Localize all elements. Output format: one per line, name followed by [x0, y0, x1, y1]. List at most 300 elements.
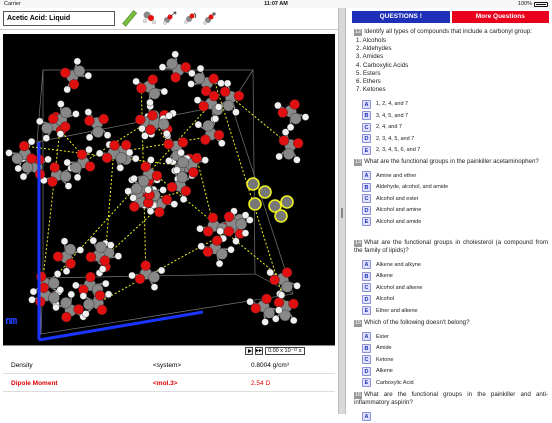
atom — [49, 292, 60, 303]
question-number: 14 — [354, 240, 362, 247]
choice-text: Carboxylic Acid — [376, 380, 414, 386]
answer-choice[interactable] — [354, 282, 548, 294]
atom — [85, 109, 92, 116]
atom — [61, 312, 71, 322]
atom — [251, 303, 261, 313]
choice-letter-button[interactable]: B — [362, 272, 371, 281]
atom — [160, 186, 167, 193]
atom — [199, 101, 209, 111]
question-14 — [354, 239, 548, 317]
atom — [290, 99, 300, 109]
atom — [121, 140, 131, 150]
atom — [105, 291, 112, 298]
question-number: 12 — [354, 29, 362, 36]
atom — [57, 130, 64, 137]
atom — [162, 195, 172, 205]
choice-letter-button[interactable]: A — [362, 412, 371, 421]
atom — [104, 132, 111, 139]
questions-tabs — [352, 11, 549, 23]
choice-text: Alkene and alkyne — [376, 262, 421, 268]
atom — [85, 146, 92, 153]
choice-letter-button[interactable]: C — [362, 194, 371, 203]
property-row-density[interactable] — [3, 356, 335, 374]
atom — [110, 140, 120, 150]
property-value: 0.8004 g/cm³ — [251, 362, 289, 369]
question-list — [354, 37, 548, 94]
choice-letter-button[interactable]: A — [362, 260, 371, 269]
atom — [216, 260, 223, 267]
atom — [218, 140, 225, 147]
atom — [282, 129, 289, 136]
atom — [129, 272, 136, 279]
atom — [28, 138, 35, 145]
simulation-toolbar — [0, 8, 338, 30]
choice-letter-button[interactable]: D — [362, 367, 371, 376]
question-number: 15 — [354, 320, 362, 327]
atom — [180, 196, 187, 203]
answer-choice[interactable] — [354, 305, 548, 317]
atom — [163, 130, 170, 137]
selected-atom — [259, 186, 271, 198]
property-row-dipole[interactable] — [3, 374, 335, 392]
atom — [36, 118, 43, 125]
atom — [172, 51, 179, 58]
atom — [217, 249, 228, 260]
atom — [165, 157, 172, 164]
atom — [86, 134, 93, 141]
answer-choices — [354, 170, 548, 228]
property-scope: <mol.3> — [153, 380, 178, 387]
answer-choice[interactable] — [354, 216, 548, 228]
question-text: What are the functional groups in the painkiller acetaminophen? — [364, 158, 539, 165]
atom — [41, 123, 52, 134]
answer-choice[interactable] — [354, 294, 548, 306]
atom — [130, 194, 137, 201]
atom — [203, 227, 213, 237]
atom — [117, 164, 124, 171]
choice-letter-button[interactable]: A — [362, 332, 371, 341]
atom — [74, 304, 84, 314]
atom — [181, 62, 191, 72]
atom — [66, 259, 76, 269]
atom — [209, 91, 219, 101]
choice-text: 3, 4, 5, and 7 — [376, 113, 408, 119]
list-item: 4. Carboxylic Acids — [354, 62, 548, 70]
atom — [196, 225, 203, 232]
choice-letter-button[interactable]: D — [362, 295, 371, 304]
choice-letter-button[interactable]: C — [362, 123, 371, 132]
molecule-plus-icon[interactable] — [202, 10, 218, 26]
atom — [158, 267, 165, 274]
atom — [57, 100, 64, 107]
atom — [136, 83, 146, 93]
atom — [242, 230, 249, 237]
choice-letter-button[interactable]: E — [362, 378, 371, 387]
list-item: 2. Aldehydes — [354, 45, 548, 53]
atom — [209, 74, 219, 84]
atom — [147, 156, 154, 163]
answer-choice[interactable] — [354, 170, 548, 182]
step-button[interactable]: ▸▸ — [255, 347, 263, 355]
status-bar — [0, 0, 552, 8]
atom — [107, 242, 114, 249]
atom — [65, 183, 72, 190]
atom — [116, 153, 127, 164]
atom — [194, 97, 201, 104]
atom — [20, 173, 27, 180]
molecule-rotate-icon[interactable] — [182, 10, 198, 26]
choice-letter-button[interactable]: D — [362, 134, 371, 143]
atom — [283, 149, 294, 160]
choice-text: Alcohol — [376, 296, 394, 302]
atom — [141, 162, 151, 172]
atom — [166, 112, 173, 119]
answer-choice[interactable] — [354, 110, 548, 122]
properties-table — [3, 356, 335, 392]
atom — [132, 155, 139, 162]
answer-choice[interactable] — [354, 331, 548, 343]
property-name: Dipole Moment — [11, 380, 58, 387]
atom — [224, 80, 231, 87]
atom — [60, 171, 71, 182]
atom — [198, 243, 205, 250]
atom — [149, 272, 160, 283]
atom — [77, 247, 84, 254]
atom — [125, 188, 132, 195]
choice-letter-button[interactable]: B — [362, 344, 371, 353]
atom — [152, 171, 162, 181]
answer-choice[interactable] — [354, 354, 548, 366]
atom — [171, 201, 178, 208]
atom — [48, 278, 59, 289]
pane-divider[interactable] — [338, 8, 346, 414]
atom — [77, 150, 87, 160]
atom — [264, 307, 275, 318]
atom — [270, 275, 280, 285]
answer-choices — [354, 98, 548, 156]
atom — [80, 292, 87, 299]
atom — [161, 88, 168, 95]
answer-choice[interactable] — [354, 133, 548, 145]
atom — [217, 228, 224, 235]
choice-text: 2, 3, 4, 5, and 7 — [376, 136, 414, 142]
atom — [72, 110, 79, 117]
questions-pane — [346, 8, 552, 414]
atom — [97, 305, 107, 315]
atom — [145, 186, 152, 193]
choice-text: Amide — [376, 345, 392, 351]
choice-letter-button[interactable]: C — [362, 355, 371, 364]
selected-atom — [247, 178, 259, 190]
choice-text: Alcohol and alkene — [376, 285, 422, 291]
answer-choice[interactable] — [354, 259, 548, 271]
atom — [141, 261, 151, 271]
atom — [282, 281, 293, 292]
atom — [167, 182, 177, 192]
answer-choice[interactable] — [354, 377, 548, 389]
simulation-title[interactable]: Acetic Acid: Liquid — [3, 11, 115, 26]
choice-letter-button[interactable]: E — [362, 217, 371, 226]
atom — [278, 292, 285, 299]
atom — [102, 280, 109, 287]
answer-choice[interactable] — [354, 343, 548, 355]
atom — [135, 274, 145, 284]
choice-letter-button[interactable]: D — [362, 206, 371, 215]
selected-atom — [281, 196, 293, 208]
atom — [47, 177, 57, 187]
atom — [200, 135, 210, 145]
choice-text: Ester — [376, 334, 389, 340]
choice-letter-button[interactable]: E — [362, 146, 371, 155]
atom — [64, 86, 71, 93]
atom — [135, 115, 145, 125]
atom — [48, 114, 58, 124]
atom — [148, 74, 158, 84]
choice-text: Aldehyde, alcohol, and amide — [376, 184, 448, 190]
atom — [282, 268, 292, 278]
carrier-label: Carrier — [4, 1, 21, 7]
atom — [173, 167, 180, 174]
atom — [95, 290, 105, 300]
property-name: Density — [11, 362, 33, 369]
list-item: 5. Esters — [354, 70, 548, 78]
battery-icon — [534, 2, 548, 7]
question-text: Identify all types of compounds that include a carbonyl group: — [364, 28, 532, 35]
answer-choice[interactable] — [354, 205, 548, 217]
atom — [178, 157, 189, 168]
unit-label: nm — [5, 314, 16, 327]
atom — [126, 149, 133, 156]
atom — [90, 237, 97, 244]
choice-letter-button[interactable]: A — [362, 171, 371, 180]
atom — [68, 291, 75, 298]
divider-grip-icon[interactable] — [341, 208, 343, 218]
atom — [215, 104, 222, 111]
choice-text: Alcohol and amide — [376, 219, 421, 225]
atom — [61, 107, 72, 118]
choice-text: Ether and alkene — [376, 308, 418, 314]
atom — [158, 119, 169, 130]
question-12 — [354, 28, 548, 156]
atom — [188, 167, 198, 177]
atom — [102, 153, 112, 163]
list-item: 7. Ketones — [354, 86, 548, 94]
choice-text: Alkene — [376, 273, 393, 279]
atom — [85, 272, 95, 282]
choice-text: 2, 4, and 7 — [376, 124, 402, 130]
atom — [15, 165, 22, 172]
atom — [130, 175, 137, 182]
play-button[interactable] — [245, 347, 253, 355]
atom — [151, 284, 158, 291]
choice-text: Alcohol and ester — [376, 196, 419, 202]
atom — [203, 247, 213, 257]
atom — [69, 79, 79, 89]
atom — [83, 299, 94, 310]
atom — [267, 269, 274, 276]
atom — [115, 253, 122, 260]
atom — [57, 286, 64, 293]
molecule-arrow-icon[interactable] — [162, 10, 178, 26]
atom — [86, 252, 96, 262]
atom — [43, 135, 50, 142]
ruler-icon[interactable] — [122, 10, 138, 26]
atom — [220, 87, 230, 97]
atom — [262, 318, 269, 325]
atom — [60, 68, 70, 78]
question-text: Which of the following doesn't belong? — [364, 319, 469, 326]
atom — [61, 238, 68, 245]
question-number: 16 — [354, 392, 362, 399]
question-13 — [354, 158, 548, 228]
atom — [197, 65, 204, 72]
selected-atom — [249, 198, 261, 210]
battery-percent: 100% — [518, 1, 532, 7]
hydrogen-bond — [214, 79, 286, 307]
atom — [129, 202, 139, 212]
answer-choice[interactable] — [354, 193, 548, 205]
atom — [203, 120, 214, 131]
tab-more-questions[interactable]: More Questions — [452, 11, 550, 23]
atom — [95, 241, 106, 252]
atom — [232, 238, 239, 245]
atom — [19, 141, 29, 151]
choice-text: 2, 3, 4, 5, 6, and 7 — [376, 147, 420, 153]
atom — [194, 73, 205, 84]
atom — [232, 109, 239, 116]
atom — [146, 125, 156, 135]
player-controls — [3, 345, 335, 355]
atom — [64, 159, 71, 166]
atom — [276, 153, 283, 160]
list-item: 1. Alcohols — [354, 37, 548, 45]
atom — [133, 78, 140, 85]
answer-choice[interactable] — [354, 182, 548, 194]
atom — [178, 149, 185, 156]
choice-letter-button[interactable]: B — [362, 183, 371, 192]
atom — [93, 127, 104, 138]
molecule-small-icon[interactable] — [142, 10, 158, 26]
atom — [208, 213, 218, 223]
atom — [138, 125, 145, 132]
answer-choice[interactable] — [354, 271, 548, 283]
atom — [159, 64, 166, 71]
atom — [178, 137, 188, 147]
atom — [188, 80, 195, 87]
choice-letter-button[interactable]: C — [362, 283, 371, 292]
atom — [224, 212, 234, 222]
atom — [85, 161, 95, 171]
atom — [188, 70, 195, 77]
atom — [290, 113, 301, 124]
atom — [212, 236, 222, 246]
atom — [74, 174, 81, 181]
choice-letter-button[interactable]: A — [362, 100, 371, 109]
molecule-scene — [3, 34, 335, 345]
atom — [274, 102, 281, 109]
atom — [212, 115, 219, 122]
question-text: What are the functional groups in cholesterol (a compound from the family of lipids)? — [354, 239, 548, 254]
atom — [192, 153, 202, 163]
answer-choices — [354, 259, 548, 317]
atom — [164, 139, 174, 149]
atom — [28, 296, 35, 303]
atom — [224, 226, 234, 236]
atom — [72, 282, 79, 289]
atom — [166, 58, 177, 69]
atom — [223, 100, 234, 111]
answer-choices — [354, 411, 548, 423]
atom — [96, 150, 103, 157]
atom — [50, 162, 60, 172]
atom — [60, 297, 71, 308]
question-text: What are the functional groups in the painkiller and anti-inflammatory aspirin? — [354, 391, 548, 406]
atom — [138, 175, 149, 186]
property-value: 2.54 D — [251, 380, 270, 387]
atom — [171, 73, 181, 83]
atom — [5, 149, 12, 156]
answer-choice[interactable] — [354, 98, 548, 110]
tab-questions[interactable]: QUESTIONS ! — [352, 11, 450, 23]
atom — [60, 122, 70, 132]
answer-choice[interactable] — [354, 144, 548, 156]
choice-text: Alcohol and amine — [376, 207, 421, 213]
atom — [147, 110, 157, 120]
atom — [227, 246, 234, 253]
atom — [84, 116, 94, 126]
atom — [262, 294, 272, 304]
atom — [146, 99, 153, 106]
atom — [30, 288, 37, 295]
question-16 — [354, 391, 548, 423]
atom — [279, 136, 289, 146]
atom — [149, 88, 160, 99]
atom — [242, 212, 249, 219]
answer-choice[interactable] — [354, 121, 548, 133]
atom — [74, 58, 81, 65]
atom — [293, 156, 300, 163]
battery-indicator — [518, 1, 548, 7]
atom — [147, 208, 154, 215]
atom — [289, 299, 299, 309]
atom — [236, 219, 247, 230]
atom — [99, 114, 109, 124]
atom — [53, 304, 60, 311]
list-item: 6. Ethers — [354, 78, 548, 86]
atom — [100, 256, 110, 266]
simulation-pane — [0, 8, 338, 414]
atom — [278, 108, 288, 118]
atom — [85, 72, 92, 79]
choice-letter-button[interactable]: E — [362, 306, 371, 315]
atom — [74, 66, 85, 77]
answer-choice[interactable] — [354, 366, 548, 378]
atom — [290, 317, 297, 324]
molecule-viewport[interactable] — [3, 34, 335, 345]
answer-choice[interactable] — [354, 411, 548, 423]
atom — [218, 80, 225, 87]
atom — [99, 266, 106, 273]
atom — [45, 156, 52, 163]
atom — [214, 130, 224, 140]
atom — [70, 162, 81, 173]
atom — [293, 138, 303, 148]
atom — [154, 207, 164, 217]
list-item: 3. Amides — [354, 53, 548, 61]
atom — [302, 114, 309, 121]
choice-letter-button[interactable]: B — [362, 111, 371, 120]
atom — [181, 186, 191, 196]
